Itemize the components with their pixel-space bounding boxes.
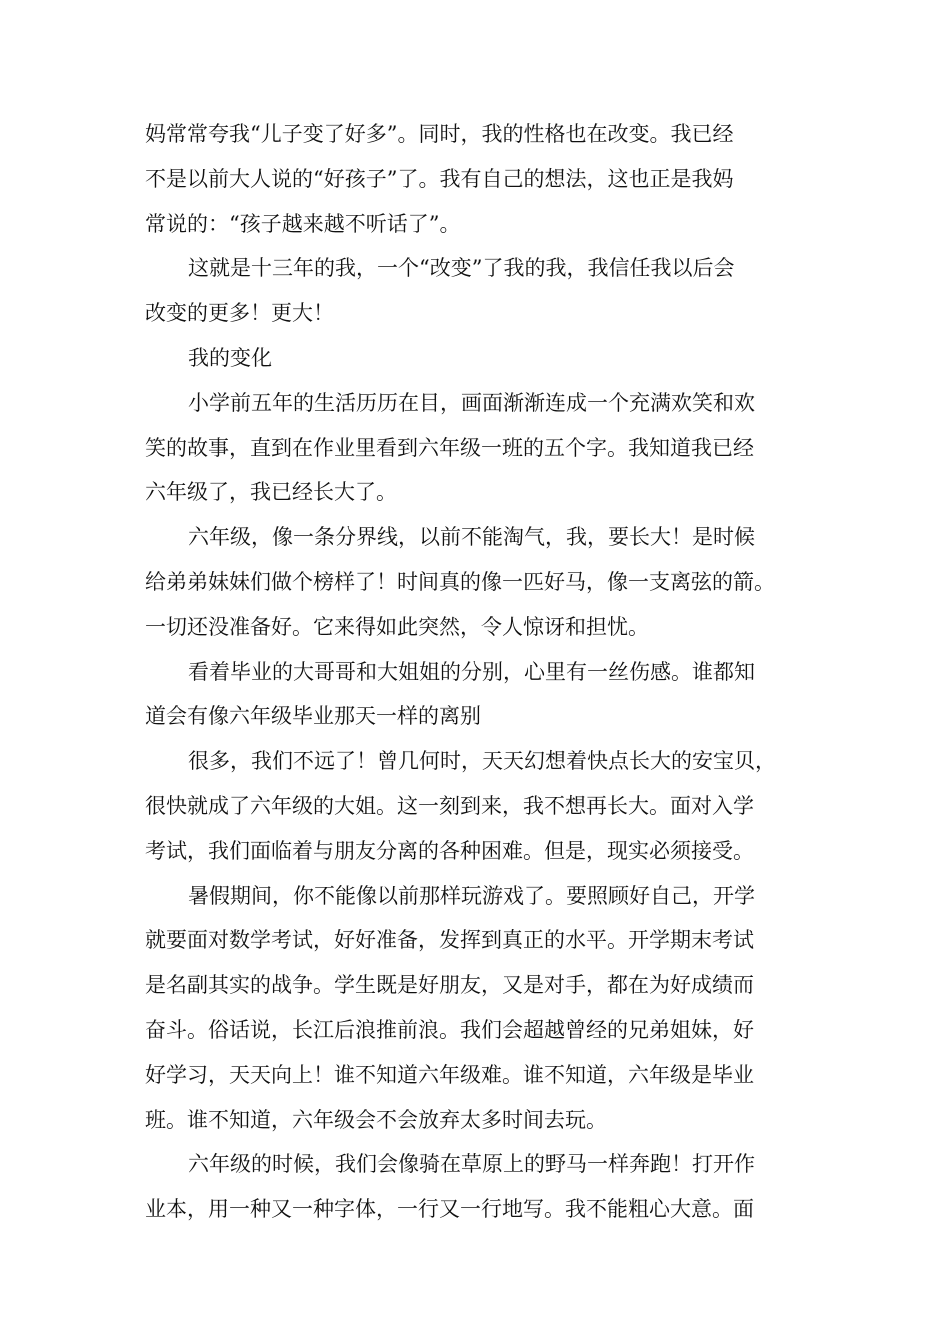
text-line: 六年级了，我已经长大了。 [145,480,397,505]
document-body [145,112,825,1232]
text-line: 给弟弟妹妹们做个榜样了！时间真的像一匹好马，像一支离弦的箭。 [145,569,775,594]
text-line: 道会有像六年级毕业那天一样的离别 [145,704,481,729]
text-line: 妈常常夸我“儿子变了好多”。同时，我的性格也在改变。我已经 [145,122,734,146]
text-line: 小学前五年的生活历历在目，画面渐渐连成一个充满欢笑和欢 [188,390,755,415]
section-heading: 我的变化 [188,345,272,370]
text-line: 奋斗。俗话说，长江后浪推前浪。我们会超越曾经的兄弟姐妹，好 [145,1017,754,1042]
text-line: 业本，用一种又一种字体，一行又一行地写。我不能粗心大意。面 [145,1197,754,1222]
text-line: 看着毕业的大哥哥和大姐姐的分别，心里有一丝伤感。谁都知 [188,659,755,684]
text-line: 不是以前大人说的“好孩子”了。我有自己的想法，这也正是我妈 [145,166,734,191]
text-line: 常说的：“孩子越来越不听话了”。 [145,211,461,236]
text-line: 笑的故事，直到在作业里看到六年级一班的五个字。我知道我已经 [145,435,754,460]
text-line: 这就是十三年的我，一个“改变”了我的我，我信任我以后会 [188,256,735,281]
text-line: 暑假期间，你不能像以前那样玩游戏了。要照顾好自己，开学 [188,883,755,908]
text-line: 好学习，天天向上！谁不知道六年级难。谁不知道，六年级是毕业 [145,1062,754,1087]
text-line: 改变的更多！更大！ [145,301,334,326]
text-line: 六年级，像一条分界线，以前不能淘气，我，要长大！是时候 [188,525,755,550]
text-line: 就要面对数学考试，好好准备，发挥到真正的水平。开学期末考试 [145,928,754,953]
text-line: 很快就成了六年级的大姐。这一刻到来，我不想再长大。面对入学 [145,793,754,818]
text-line: 很多，我们不远了！曾几何时，天天幻想着快点长大的安宝贝， [188,749,776,774]
text-line: 考试，我们面临着与朋友分离的各种困难。但是，现实必须接受。 [145,838,754,863]
text-line: 是名副其实的战争。学生既是好朋友，又是对手，都在为好成绩而 [145,973,754,998]
text-line: 六年级的时候，我们会像骑在草原上的野马一样奔跑！打开作 [188,1152,755,1177]
text-line: 班。谁不知道，六年级会不会放弃太多时间去玩。 [145,1107,607,1132]
text-line: 一切还没准备好。它来得如此突然，令人惊讶和担忧。 [145,614,649,639]
